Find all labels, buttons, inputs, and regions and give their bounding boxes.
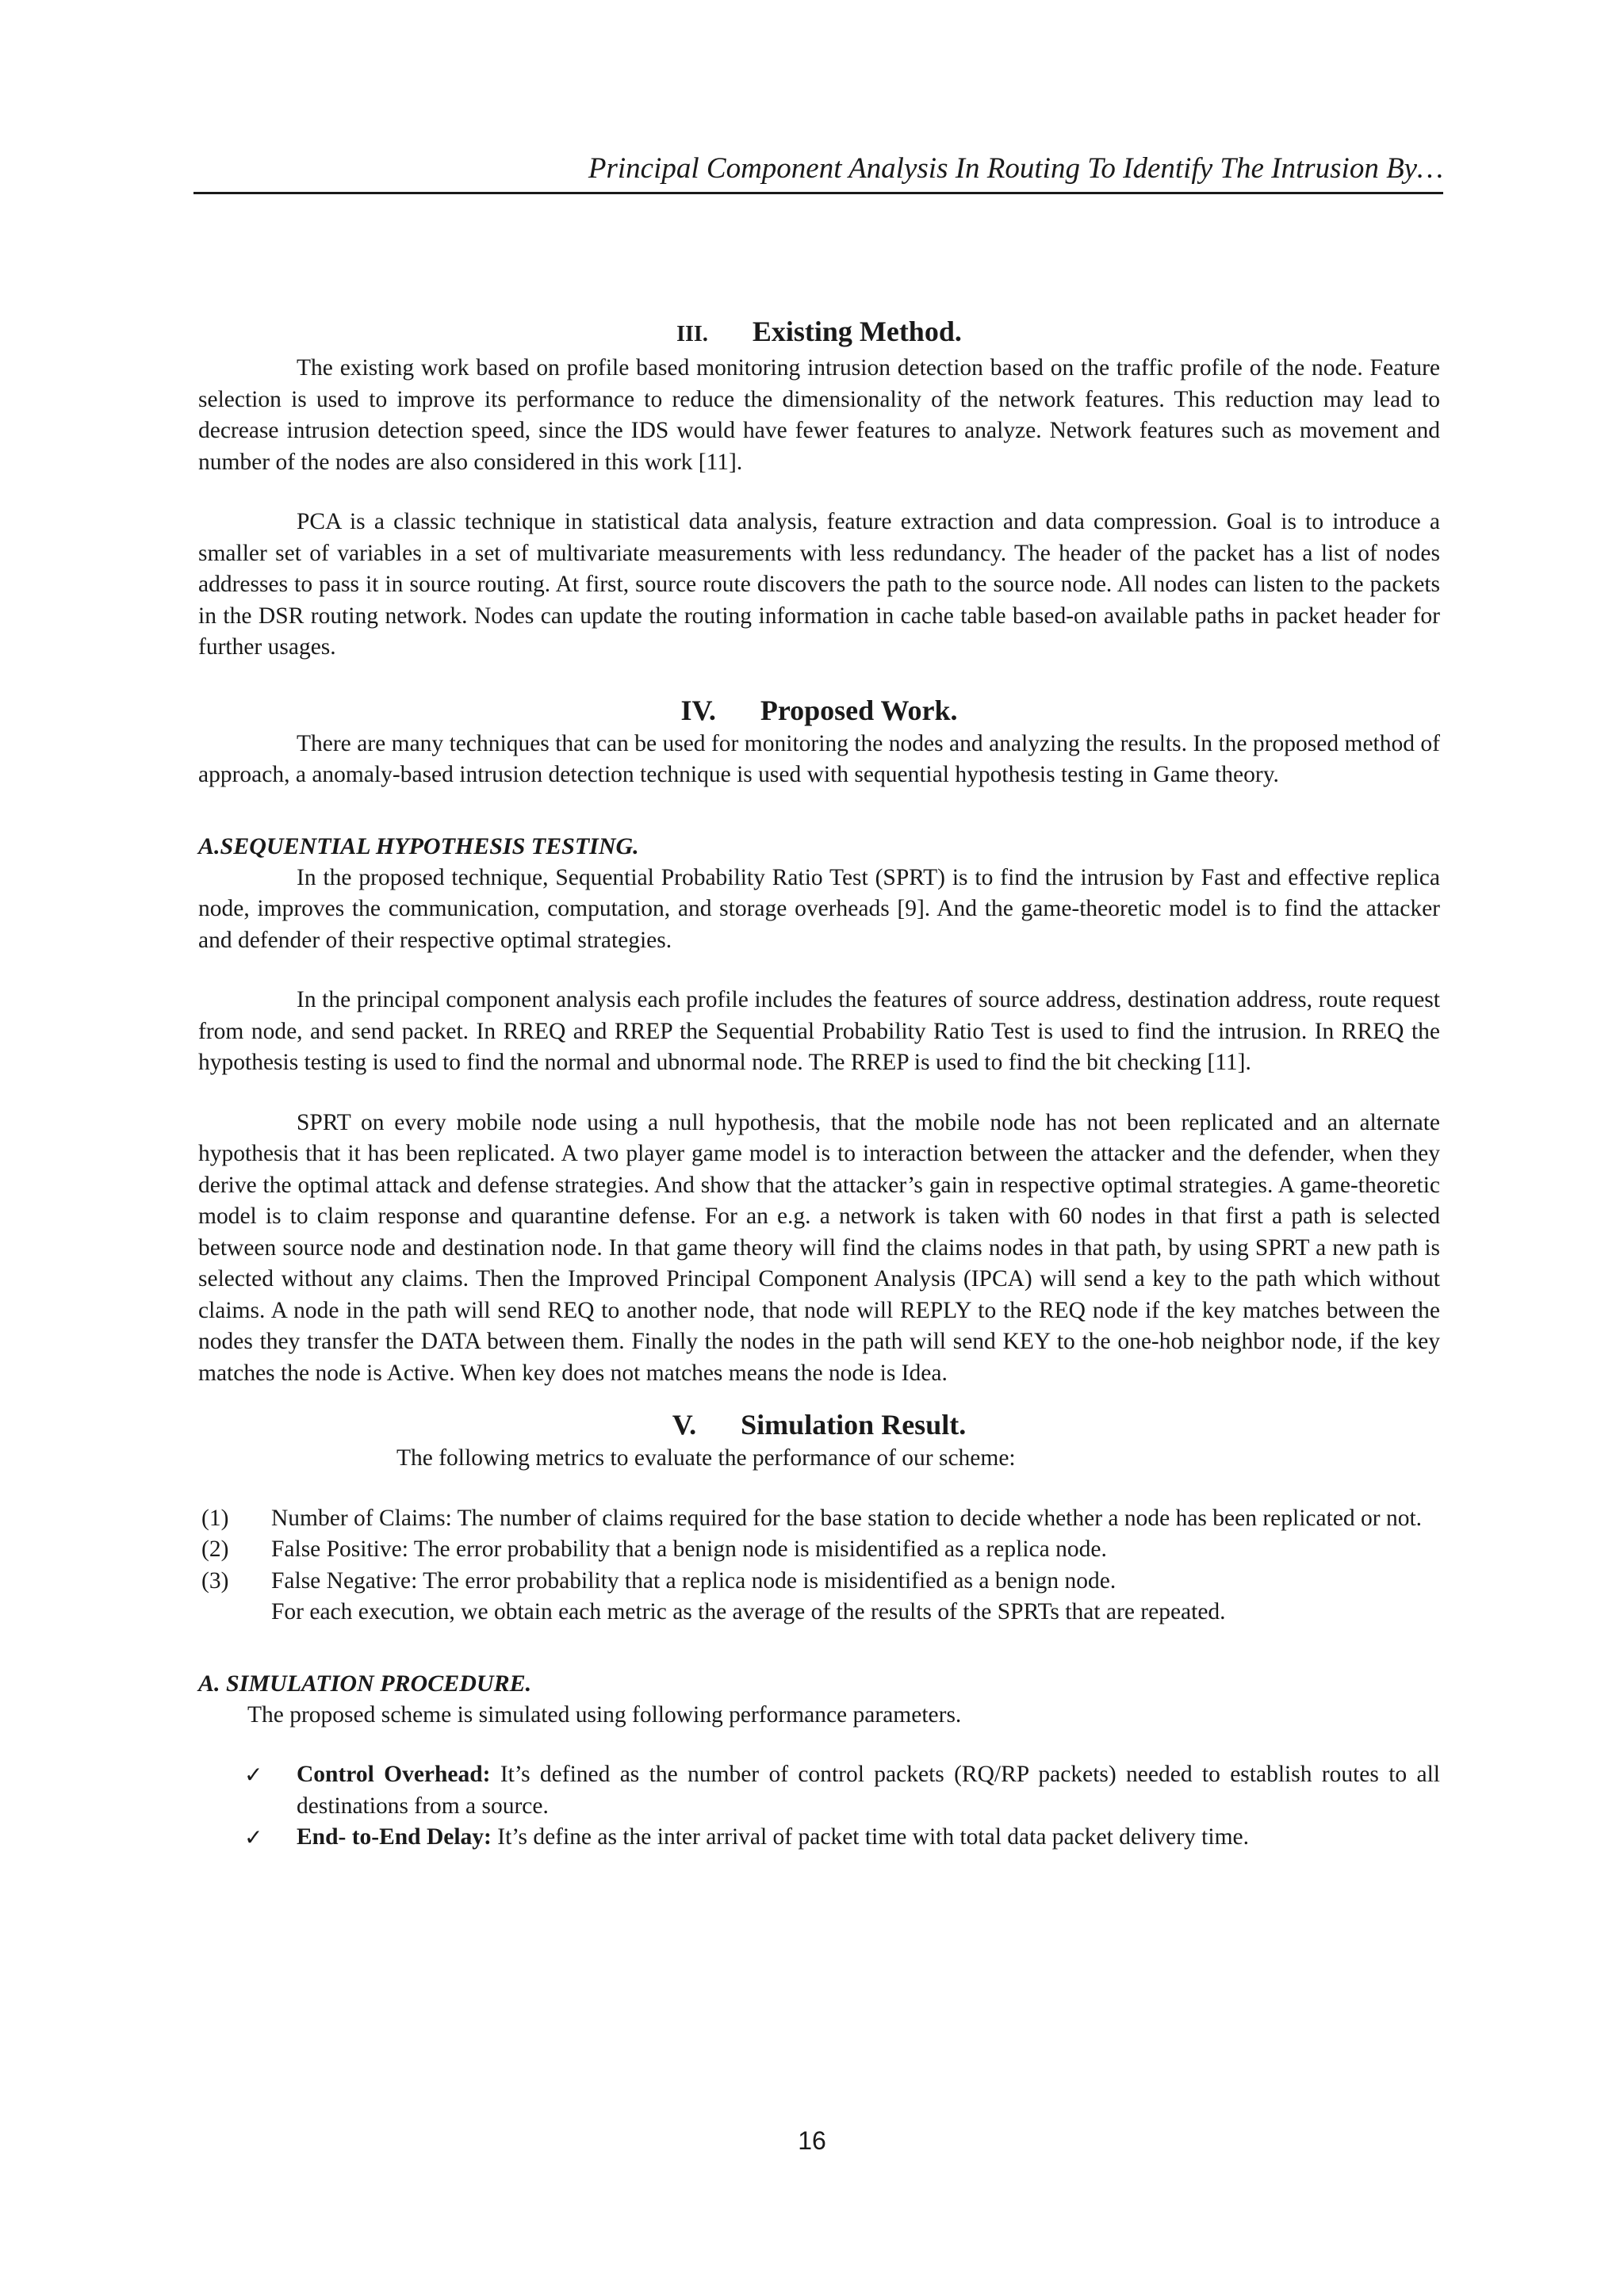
- metrics-list: [198, 1503, 1440, 1598]
- list-item-text: False Positive: The error probability that a benign node is misidentified as a replica node.: [271, 1536, 1107, 1562]
- paragraph: The existing work based on profile based monitoring intrusion detection based on the traffic profile of the node. Feature selection is used to improve its performance to reduce the dimensionality of the network features. This reduction may lead to decrease intrusion detection speed, since the IDS would have fewer features to analyze. Network features such as movement and number of the nodes are also considered in this work [11].: [198, 355, 1440, 475]
- metrics-note: For each execution, we obtain each metric as the average of the results of the SPRTs that are repeated.: [271, 1599, 1226, 1624]
- paragraph: In the principal component analysis each profile includes the features of source address, destination address, route request from node, and send packet. In RREQ and RREP the Sequential Probability Ratio Test is used to find the intrusion. In RREQ the hypothesis testing is used to find the normal and ubnormal node. The RREP is used to find the bit checking [11].: [198, 987, 1440, 1075]
- paragraph: There are many techniques that can be used for monitoring the nodes and analyzing the results. In the proposed method of approach, a anomaly-based intrusion detection technique is used with sequential hypothesis testing in Game theory.: [198, 730, 1440, 787]
- subsection-heading-sequential-hypothesis: A.SEQUENTIAL HYPOTHESIS TESTING.: [198, 832, 639, 859]
- section-heading-simulation-result: [198, 1406, 1440, 1443]
- section-number: V.: [672, 1409, 697, 1441]
- parameter-term: End- to-End Delay:: [297, 1824, 492, 1850]
- parameter-text: It’s define as the inter arrival of packet time with total data packet delivery time.: [497, 1824, 1249, 1850]
- section-heading-existing-method: [198, 313, 1440, 353]
- list-item: [198, 1503, 1440, 1535]
- procedure-intro: The proposed scheme is simulated using following performance parameters.: [247, 1701, 962, 1728]
- parameter-term: Control Overhead:: [297, 1762, 491, 1787]
- parameters-list: [198, 1759, 1440, 1854]
- checkmark-icon: ✓: [244, 1762, 263, 1788]
- list-marker: (3): [201, 1567, 229, 1594]
- header-rule: [193, 192, 1443, 194]
- list-item: [198, 1566, 1440, 1598]
- parameter-text: It’s defined as the number of control packets (RQ/RP packets) needed to establish routes to all destinations from a source.: [297, 1762, 1441, 1819]
- list-item: [198, 1759, 1440, 1822]
- list-item-text: Number of Claims: The number of claims required for the base station to decide whether a node has been replicated or not.: [271, 1505, 1423, 1531]
- checkmark-icon: ✓: [244, 1824, 263, 1850]
- running-header: Principal Component Analysis In Routing To Identify The Intrusion By…: [588, 152, 1443, 185]
- subsection-heading-simulation-procedure: A. SIMULATION PROCEDURE.: [198, 1670, 532, 1697]
- list-marker: (2): [201, 1536, 229, 1562]
- list-item: [198, 1534, 1440, 1566]
- list-item-text: False Negative: The error probability that a replica node is misidentified as a benign node.: [271, 1567, 1116, 1594]
- section-title: Proposed Work.: [760, 694, 958, 726]
- section-title: Simulation Result.: [741, 1409, 967, 1441]
- section-number: IV.: [680, 694, 716, 726]
- section-heading-proposed-work: [198, 692, 1440, 729]
- paragraph: PCA is a classic technique in statistical data analysis, feature extraction and data compression. Goal is to introduce a smaller set of variables in a set of multivariate measurements with less redundancy. The header of the packet has a list of nodes addresses to pass it in source routing. At first, source route discovers the path to the source node. All nodes can listen to the packets in the DSR routing network. Nodes can update the routing information in cache table based-on available paths in packet header for further usages.: [198, 509, 1440, 660]
- list-item: [198, 1822, 1440, 1854]
- page-number: 16: [798, 2126, 826, 2155]
- simulation-intro: The following metrics to evaluate the performance of our scheme:: [396, 1445, 1016, 1471]
- section-title: Existing Method.: [752, 316, 962, 347]
- paragraph: In the proposed technique, Sequential Probability Ratio Test (SPRT) is to find the intrusion by Fast and effective replica node, improves the communication, computation, and storage overheads [9]. And the game-theoretic model is to find the attacker and defender of their respective optimal strategies.: [198, 864, 1440, 953]
- paragraph: SPRT on every mobile node using a null hypothesis, that the mobile node has not been replicated and an alternate hypothesis that it has been replicated. A two player game model is to interaction between the attacker and the defender, when they derive the optimal attack and defense strategies. And show that the attacker’s gain in respective optimal strategies. A game-theoretic model is to claim response and quarantine defense. For an e.g. a network is taken with 60 nodes in that first a path is selected between source node and destination node. In that game theory will find the claims nodes in that path, by using SPRT a new path is selected without any claims. Then the Improved Principal Component Analysis (IPCA) will send a key to the path which without claims. A node in the path will send REQ to another node, that node will REPLY to the REQ node if the key matches between the nodes they transfer the DATA between them. Finally the nodes in the path will send KEY to the one-hob neighbor node, if the key matches the node is Active. When key does not matches means the node is Idea.: [198, 1109, 1440, 1386]
- page-content: [198, 313, 1440, 1854]
- list-marker: (1): [201, 1505, 229, 1531]
- section-number: III.: [676, 322, 708, 346]
